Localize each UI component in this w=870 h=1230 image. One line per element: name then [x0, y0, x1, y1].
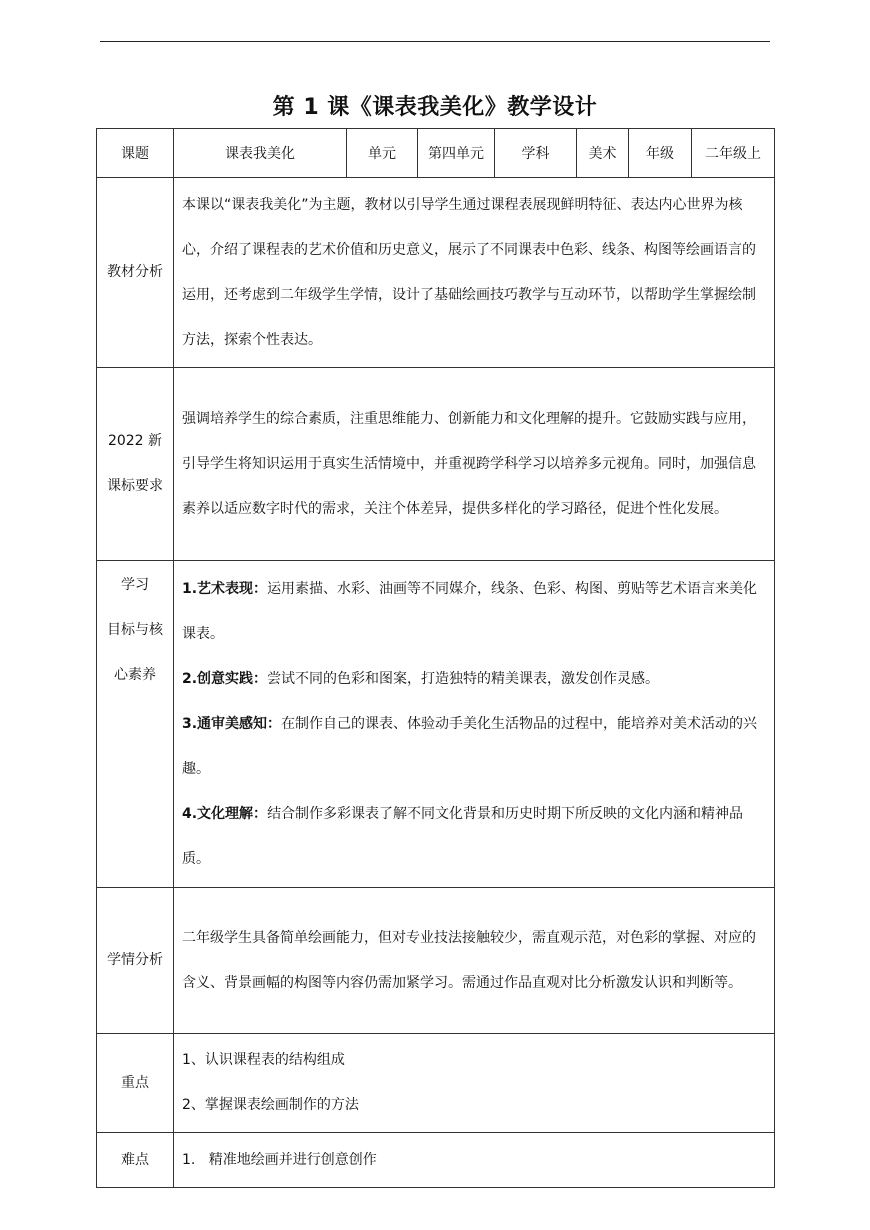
goal-lead: 4.文化理解：: [182, 805, 268, 822]
difficulty-item: 1. 精准地绘画并进行创意创作: [182, 1151, 377, 1168]
key-points-list: [174, 1034, 775, 1133]
goal-lead: 3.通审美感知：: [182, 715, 282, 732]
lesson-plan-table: [96, 128, 775, 1188]
header-row: [97, 129, 775, 178]
standard-label-line1: 2022 新: [107, 433, 163, 449]
topic-label: 课题: [97, 129, 174, 178]
analysis-label: 教材分析: [97, 178, 174, 368]
unit-label: 单元: [347, 129, 418, 178]
goal-item: [182, 567, 766, 657]
key-points-row: [97, 1034, 775, 1133]
students-row: [97, 888, 775, 1034]
goal-text: 结合制作多彩课表了解不同文化背景和历史时期下所反映的文化内涵和精神品质。: [182, 805, 744, 867]
goal-text: 尝试不同的色彩和图案，打造独特的精美课表，激发创作灵感。: [267, 670, 660, 687]
difficulties-row: [97, 1133, 775, 1188]
students-text: 二年级学生具备简单绘画能力，但对专业技法接触较少，需直观示范，对色彩的掌握、对应的含义、背景画幅的构图等内容仍需加紧学习。需通过作品直观对比分析激发认识和判断等。: [174, 888, 775, 1034]
standard-text: 强调培养学生的综合素质，注重思维能力、创新能力和文化理解的提升。它鼓励实践与应用，引导学生将知识运用于真实生活情境中，并重视跨学科学习以培养多元视角。同时，加强信息素养以适应数字时代的需求，关注个体差异，提供多样化的学习路径，促进个性化发展。: [174, 368, 775, 561]
goals-label-line3: 心素养: [114, 667, 156, 683]
key-point-item: 1、认识课程表的结构组成: [182, 1052, 345, 1068]
goal-item: [182, 792, 766, 882]
standard-label-line2: 课标要求: [107, 478, 163, 494]
goals-label-line1: 学习: [121, 577, 149, 593]
document-title: 第 1 课《课表我美化》教学设计: [272, 95, 598, 120]
difficulties-list: [174, 1133, 775, 1188]
goal-text: 运用素描、水彩、油画等不同媒介，线条、色彩、构图、剪贴等艺术语言来美化课表。: [182, 580, 758, 642]
grade-label: 年级: [629, 129, 692, 178]
grade-value: 二年级上: [692, 129, 775, 178]
goal-item: [182, 657, 766, 702]
standard-label: [97, 368, 174, 561]
standard-row: [97, 368, 775, 561]
subject-label: 学科: [495, 129, 577, 178]
goal-text: 在制作自己的课表、体验动手美化生活物品的过程中，能培养对美术活动的兴趣。: [182, 715, 758, 777]
goals-row: [97, 561, 775, 888]
subject-value: 美术: [577, 129, 629, 178]
goal-lead: 1.艺术表现：: [182, 580, 268, 597]
goals-label-line2: 目标与核: [107, 622, 163, 638]
analysis-text: 本课以“课表我美化”为主题，教材以引导学生通过课程表展现鲜明特征、表达内心世界为核心，介绍了课程表的艺术价值和历史意义，展示了不同课表中色彩、线条、构图等绘画语言的运用，还考虑到二年级学生学情，设计了基础绘画技巧教学与互动环节，以帮助学生掌握绘制方法，探索个性表达。: [174, 178, 775, 368]
difficulties-label: 难点: [97, 1133, 174, 1188]
unit-value: 第四单元: [418, 129, 495, 178]
topic-value: 课表我美化: [174, 129, 347, 178]
key-points-label: 重点: [97, 1034, 174, 1133]
analysis-row: [97, 178, 775, 368]
goals-label: [97, 561, 174, 888]
goal-lead: 2.创意实践：: [182, 670, 268, 687]
students-label: 学情分析: [97, 888, 174, 1034]
goal-item: [182, 702, 766, 792]
header-rule: [100, 41, 770, 42]
key-point-item: 2、掌握课表绘画制作的方法: [182, 1097, 359, 1113]
goals-list: [174, 561, 775, 888]
